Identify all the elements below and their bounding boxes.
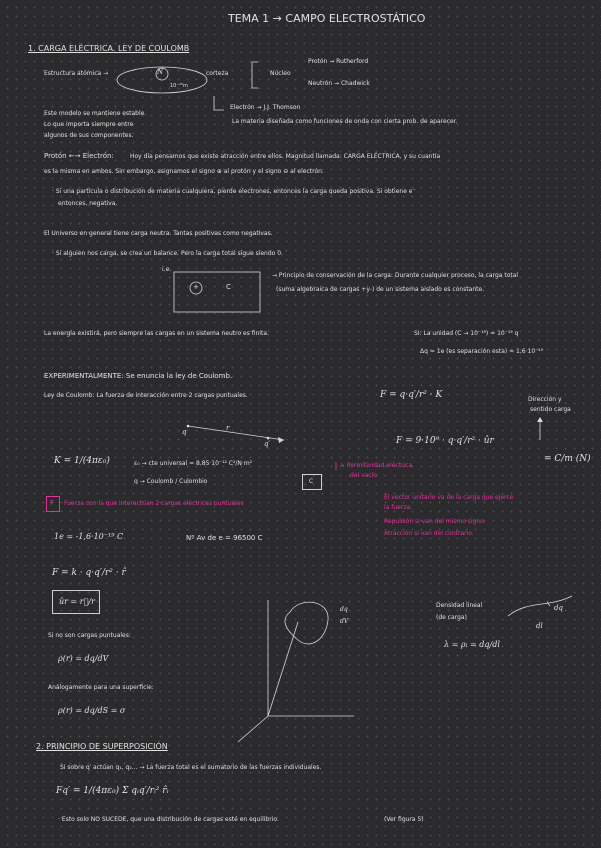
bullet-1: · Si una partícula o distribución de materia cualquiera, pierde electrones, entonces la carga queda positiva. Si obtiene e⁻ [52, 188, 416, 195]
k-formula: K = 1/(4πε₀) [54, 456, 110, 466]
pink-right-4: Atracción si van del contrario. [384, 530, 474, 537]
orbit-label: corteza [206, 70, 229, 77]
dq-line-label: dq [554, 604, 563, 612]
experimental-line: EXPERIMENTALMENTE: Se enuncia la ley de Coulomb. [44, 372, 233, 380]
unit-vector-box [52, 590, 100, 614]
point-charges-line: Si no son cargas puntuales: [48, 632, 131, 639]
q-units-box [302, 474, 322, 490]
dq-label: dq [340, 606, 348, 613]
model-text: La materia diseñada como funciones de onda con cierta prob. de aparecer. [232, 118, 458, 125]
direction-label-1: Dirección y [528, 396, 562, 403]
r-label: r [226, 424, 230, 432]
page-title: TEMA 1 → CAMPO ELECTROSTÁTICO [228, 12, 426, 25]
superposition-formula: Fq′ = 1/(4πε₀) Σ qᵢq′/rᵢ² r̂ᵢ [56, 786, 169, 796]
pink-note: Fuerza con la que interactúan 2 cargas eléctricas puntuales [64, 500, 244, 507]
pink-f-box [46, 496, 60, 512]
q-units-box-label: C [309, 478, 314, 485]
law-line: Ley de Coulomb: La fuerza de interacción entre 2 cargas puntuales. [44, 392, 248, 399]
epsilon-line: ε₀ → cte universal = 8,85·10⁻¹² C²/N·m² [134, 460, 253, 467]
box-label: i.e. [162, 266, 172, 273]
sigma-formula: ρ(r) = dq/dS = σ [58, 706, 126, 715]
last-line: · Esto solo NO SUCEDE, que una distribución de cargas esté en equilibrio. [58, 816, 279, 823]
energy-line: La energía existirá, pero siempre las cargas en un sistema neutro es finita. [44, 330, 269, 337]
principle-line-1: → Principio de conservación de la carga: Durante cualquier proceso, la carga total [272, 272, 519, 279]
si-line-2: Δq = 1e (es separación esta) ≈ 1,6·10⁻¹⁹ [420, 348, 544, 355]
nucleus-size: 10⁻¹⁵m [170, 83, 188, 89]
charge-q-prime: q′ [264, 440, 271, 448]
density-title-2: (de carga) [436, 614, 467, 621]
rho-formula: ρ(r) = dq/dV [58, 654, 109, 663]
pink-right-3: Repulsión si van del mismo signo. [384, 518, 486, 525]
universe-line-1: El Universo en general tiene carga neutra. Tantas positivas como negativas. [44, 230, 273, 237]
atom-label: Estructura atómica → [44, 70, 109, 77]
si-line-1: SI: La unidad (C → 10⁻¹⁹) ≈ 10⁻¹⁹ q [414, 330, 519, 337]
note-1: Este modelo se mantiene estable. [44, 110, 147, 117]
permittivity-2: del vacío [350, 472, 377, 479]
box-plus: + [193, 283, 199, 291]
pink-right-1: El vector unitario va de la carga que ejerce [384, 494, 514, 501]
lambda-formula: λ = ρₗ = dq/dl [444, 640, 500, 649]
permittivity-1: ↳ Permitividad eléctrica [340, 462, 413, 469]
nucleus-label: N [157, 68, 164, 76]
proton-electron-text-2: es la misma en ambos. Sin embargo, asignamos el signo ⊕ al protón y el signo ⊖ al electrón. [44, 168, 324, 175]
faraday-line: Nº Av de e = 96500 C [186, 534, 263, 542]
density-title-1: Densidad lineal [436, 602, 483, 609]
box-c: C [226, 283, 231, 291]
pink-right-2: la fuerza. [384, 504, 413, 511]
direction-label-2: sentido carga [530, 406, 571, 413]
section-2-heading: 2. PRINCIPIO DE SUPERPOSICIÓN [36, 742, 168, 751]
dl-label: dl [536, 622, 543, 630]
last-right: (Ver figura 5) [384, 816, 424, 823]
surface-line: Análogamente para una superficie: [48, 684, 154, 691]
electron-label: Electrón → J.J. Thomson [230, 104, 301, 111]
coulomb-formula: F = q·q′/r² · K [380, 390, 443, 400]
note-3: algunos de sus componentes. [44, 132, 134, 139]
section-1-heading: 1. CARGA ELÉCTRICA. LEY DE COULOMB [28, 44, 190, 53]
universe-line-2: · Si alguien nos carga, se crea un balance. Pero la carga total sigue siendo 0. [52, 250, 283, 257]
superposition-line: Si sobre q′ actúan q₁, q₂... → La fuerza total es el sumatorio de las fuerzas individuales. [60, 764, 322, 771]
q-units: q → Coulomb / Culombio [134, 478, 208, 485]
nucleus-word: Núcleo [270, 70, 291, 77]
note-2: Lo que importa siempre entre [44, 121, 134, 128]
electron-charge: 1e = -1,6·10⁻¹⁹ C [54, 532, 124, 541]
vector-formula: F = 9·10⁹ · q·q′/r² · ûr [396, 436, 494, 446]
bullet-1-cont: entonces, negativa. [58, 200, 118, 207]
unit-ratio: = C/m (N) [544, 454, 591, 464]
principle-line-2: (suma algebraica de cargas +y-) de un sistema aislado es constante. [276, 286, 485, 293]
dv-label: dV [340, 618, 349, 625]
neutron-label: Neutrón → Chadwick [308, 80, 370, 87]
unit-vector-formula: ûr = r⃗/r [59, 597, 95, 606]
fq-formula: F = k · q·q′/r² · r̂ [52, 568, 126, 578]
proton-label: Protón → Rutherford [308, 58, 369, 65]
charge-q: q [182, 428, 187, 436]
proton-electron-text: Hoy día pensamos que existe atracción entre ellos. Magnitud llamada: CARGA ELÉCTRICA, y su cuantía [130, 153, 441, 160]
proton-electron-label: Protón ←→ Electrón: [44, 152, 114, 160]
pink-f-label: F [50, 499, 55, 507]
